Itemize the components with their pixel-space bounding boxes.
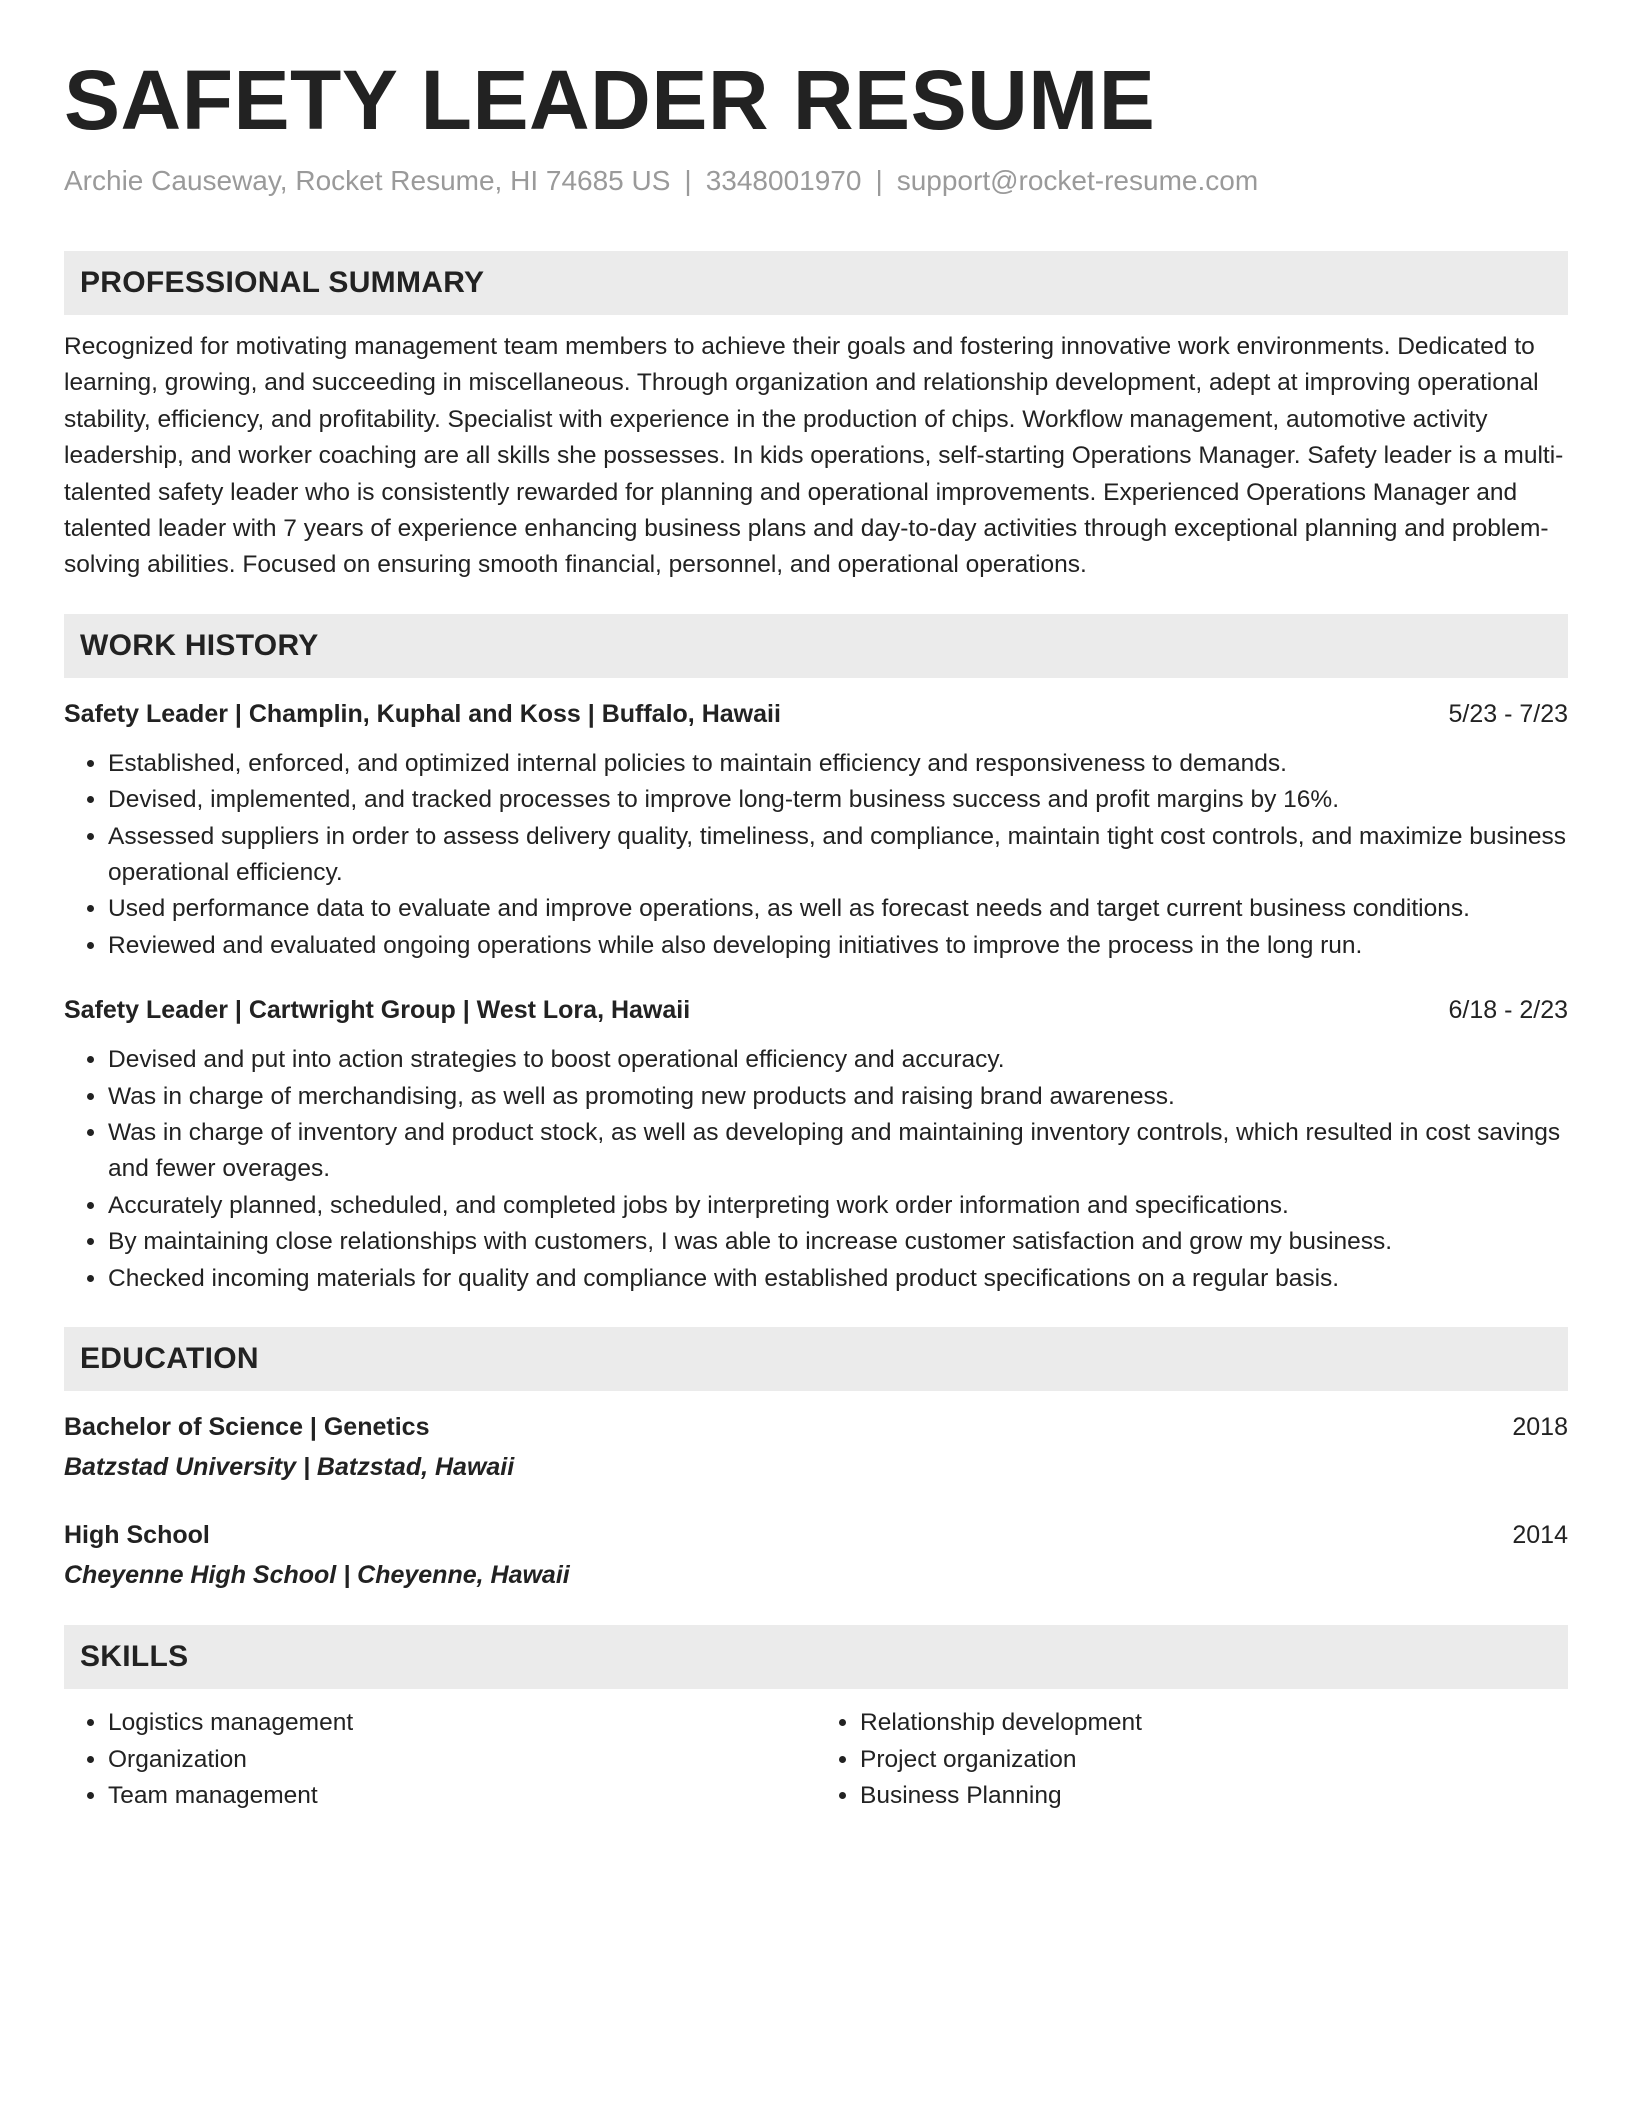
education-header [64, 1409, 1568, 1445]
contact-phone: 3348001970 [705, 164, 862, 196]
job-bullets [64, 1042, 1568, 1297]
skill-item: • Project organization [860, 1742, 1568, 1778]
skills-column-right [816, 1705, 1568, 1814]
contact-email: support@rocket-resume.com [896, 164, 1259, 196]
job-entry [64, 992, 1568, 1297]
job-bullet: • Used performance data to evaluate and improve operations, as well as forecast needs and target current business conditions. [108, 891, 1568, 927]
job-entry [64, 696, 1568, 964]
job-bullet: • Was in charge of merchandising, as well as promoting new products and raising brand awareness. [108, 1079, 1568, 1115]
education-entry [64, 1409, 1568, 1485]
skill-item: • Relationship development [860, 1705, 1568, 1741]
education-degree: High School [64, 1521, 210, 1550]
summary-section-header: PROFESSIONAL SUMMARY [64, 251, 1568, 315]
skill-item: • Logistics management [108, 1705, 816, 1741]
skill-item: • Business Planning [860, 1778, 1568, 1814]
job-bullet: • Devised and put into action strategies to boost operational efficiency and accuracy. [108, 1042, 1568, 1078]
job-bullet: • Devised, implemented, and tracked processes to improve long-term business success and profit margins by 16%. [108, 782, 1568, 818]
job-dates: 5/23 - 7/23 [1448, 699, 1568, 728]
skills-column-left [64, 1705, 816, 1814]
skills-list [64, 1705, 1568, 1814]
job-header [64, 696, 1568, 732]
job-bullet: • Assessed suppliers in order to assess delivery quality, timeliness, and compliance, maintain tight cost controls, and maximize business operational efficiency. [108, 819, 1568, 892]
job-bullet: • Accurately planned, scheduled, and completed jobs by interpreting work order information and specifications. [108, 1188, 1568, 1224]
skill-item: • Team management [108, 1778, 816, 1814]
education-entry [64, 1517, 1568, 1593]
contact-separator: | [684, 164, 692, 196]
job-bullet: • By maintaining close relationships with customers, I was able to increase customer satisfaction and grow my business. [108, 1224, 1568, 1260]
job-bullet: • Established, enforced, and optimized internal policies to maintain efficiency and responsiveness to demands. [108, 746, 1568, 782]
contact-separator: | [875, 164, 883, 196]
job-dates: 6/18 - 2/23 [1448, 996, 1568, 1025]
job-bullets [64, 746, 1568, 964]
skill-item: • Organization [108, 1742, 816, 1778]
education-header [64, 1517, 1568, 1553]
education-school: Batzstad University | Batzstad, Hawaii [64, 1453, 515, 1482]
summary-text: Recognized for motivating management team members to achieve their goals and fostering innovative work environments. Dedicated to learning, growing, and succeeding in miscellaneous. Through organization and relationship development, adept at improving operational stability, efficiency, and profitability. Specialist with experience in the production of chips. Workflow management, automotive activity leadership, and worker coaching are all skills she possesses. In kids operations, self-starting Operations Manager. Safety leader is a multi-talented safety leader who is consistently rewarded for planning and operational improvements. Experienced Operations Manager and talented leader with 7 years of experience enhancing business plans and day-to-day activities through exceptional planning and problem-solving abilities. Focused on ensuring smooth financial, personnel, and operational operations. [64, 332, 1564, 579]
education-school: Cheyenne High School | Cheyenne, Hawaii [64, 1561, 570, 1590]
job-bullet: • Reviewed and evaluated ongoing operations while also developing initiatives to improve the process in the long run. [108, 928, 1568, 964]
job-title: Safety Leader | Champlin, Kuphal and Koss | Buffalo, Hawaii [64, 699, 781, 728]
job-bullet: • Checked incoming materials for quality and compliance with established product specifications on a regular basis. [108, 1261, 1568, 1297]
contact-address: Archie Causeway, Rocket Resume, HI 74685 US [64, 164, 671, 196]
work-history-section-header: WORK HISTORY [64, 614, 1568, 678]
job-header [64, 992, 1568, 1028]
job-title: Safety Leader | Cartwright Group | West Lora, Hawaii [64, 996, 691, 1025]
job-bullet: • Was in charge of inventory and product stock, as well as developing and maintaining inventory controls, which resulted in cost savings and fewer overages. [108, 1115, 1568, 1188]
contact-line [64, 163, 1568, 199]
education-section-header: EDUCATION [64, 1327, 1568, 1391]
skills-section-header: SKILLS [64, 1625, 1568, 1689]
resume-title: SAFETY LEADER RESUME [64, 53, 1156, 147]
education-degree: Bachelor of Science | Genetics [64, 1413, 430, 1442]
education-year: 2014 [1512, 1521, 1568, 1550]
education-year: 2018 [1512, 1413, 1568, 1442]
